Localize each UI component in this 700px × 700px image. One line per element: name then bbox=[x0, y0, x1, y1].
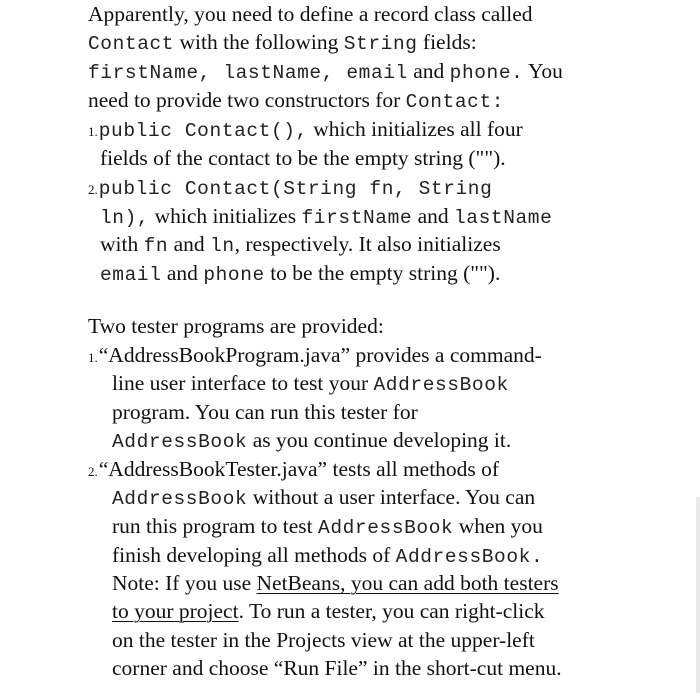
text-segment: and bbox=[168, 232, 211, 256]
text-line bbox=[112, 541, 543, 570]
text-segment: when you bbox=[453, 514, 543, 538]
code-text: AddressBook bbox=[112, 488, 248, 510]
text-line bbox=[88, 57, 563, 86]
code-text: public Contact(String fn, String bbox=[98, 178, 493, 200]
code-text: email bbox=[100, 264, 162, 286]
code-text: phone bbox=[203, 264, 265, 286]
list-number: 1. bbox=[88, 124, 98, 139]
code-text: lastName bbox=[454, 207, 553, 229]
code-text: AddressBook bbox=[112, 431, 248, 453]
text-line bbox=[112, 654, 562, 683]
code-text: AddressBook bbox=[318, 517, 454, 539]
text-segment: Two tester programs are provided: bbox=[88, 314, 384, 338]
text-line bbox=[88, 312, 384, 341]
text-segment: Note: If you use bbox=[112, 571, 257, 595]
scrollbar[interactable] bbox=[696, 497, 700, 693]
code-text: String bbox=[343, 33, 418, 55]
text-line bbox=[112, 483, 535, 512]
text-segment: run this program to test bbox=[112, 514, 319, 538]
text-segment: , respectively. It also initializes bbox=[234, 232, 501, 256]
code-text: Contact bbox=[88, 33, 175, 55]
text-line bbox=[100, 202, 552, 231]
code-text: ln), bbox=[100, 207, 150, 229]
code-text: public Contact(), bbox=[98, 120, 308, 142]
text-line bbox=[112, 426, 511, 455]
text-line bbox=[112, 626, 535, 655]
text-line bbox=[112, 512, 543, 541]
text-segment: and bbox=[161, 261, 204, 285]
text-line bbox=[100, 230, 501, 259]
list-item bbox=[88, 115, 523, 144]
code-text: phone. bbox=[449, 62, 524, 84]
underlined-text: to your project bbox=[112, 599, 239, 623]
list-item bbox=[88, 455, 499, 484]
text-segment: and bbox=[407, 59, 450, 83]
text-segment: program. You can run this tester for bbox=[112, 400, 418, 424]
text-line bbox=[112, 569, 559, 598]
text-line bbox=[100, 259, 500, 288]
text-segment: which initializes bbox=[149, 204, 302, 228]
list-number: 1. bbox=[88, 350, 98, 365]
code-text: AddressBook bbox=[373, 374, 509, 396]
text-segment: line user interface to test your bbox=[112, 371, 374, 395]
text-segment: without a user interface. You can bbox=[247, 485, 536, 509]
text-segment: on the tester in the Projects view at the upper-left bbox=[112, 628, 535, 652]
text-line bbox=[112, 369, 509, 398]
text-line bbox=[112, 597, 544, 626]
text-segment: “AddressBookProgram.java” provides a command- bbox=[98, 343, 542, 367]
text-segment: with the following bbox=[174, 30, 344, 54]
text-segment: need to provide two constructors for bbox=[88, 88, 406, 112]
text-segment: “AddressBookTester.java” tests all methods of bbox=[98, 457, 500, 481]
underlined-text: NetBeans, you can add both testers bbox=[256, 571, 559, 595]
text-segment: fields: bbox=[417, 30, 477, 54]
text-segment: to be the empty string (""). bbox=[264, 261, 501, 285]
text-line bbox=[88, 86, 504, 115]
list-item bbox=[88, 341, 542, 370]
text-segment: with bbox=[100, 232, 144, 256]
text-segment: Apparently, you need to define a record class called bbox=[88, 2, 533, 26]
code-text: ln bbox=[210, 235, 235, 257]
text-segment: fields of the contact to be the empty string (""). bbox=[100, 146, 506, 170]
text-segment: . To run a tester, you can right-click bbox=[238, 599, 545, 623]
text-line bbox=[100, 144, 506, 173]
list-number: 2. bbox=[88, 464, 98, 479]
code-text: firstName bbox=[301, 207, 413, 229]
code-text: Contact: bbox=[405, 91, 505, 113]
text-segment: as you continue developing it. bbox=[247, 428, 512, 452]
text-segment: You bbox=[523, 59, 563, 83]
text-segment: which initializes all four bbox=[307, 117, 523, 141]
code-text: fn bbox=[143, 235, 169, 257]
code-text: AddressBook. bbox=[395, 546, 544, 568]
text-line bbox=[88, 28, 477, 57]
text-line bbox=[88, 0, 533, 29]
text-line bbox=[112, 398, 418, 427]
text-segment: and bbox=[412, 204, 454, 228]
text-segment: corner and choose “Run File” in the short-cut menu. bbox=[112, 656, 562, 680]
list-number: 2. bbox=[88, 182, 98, 197]
code-text: firstName, lastName, email bbox=[88, 62, 408, 84]
text-segment: finish developing all methods of bbox=[112, 543, 396, 567]
list-item bbox=[88, 173, 492, 202]
